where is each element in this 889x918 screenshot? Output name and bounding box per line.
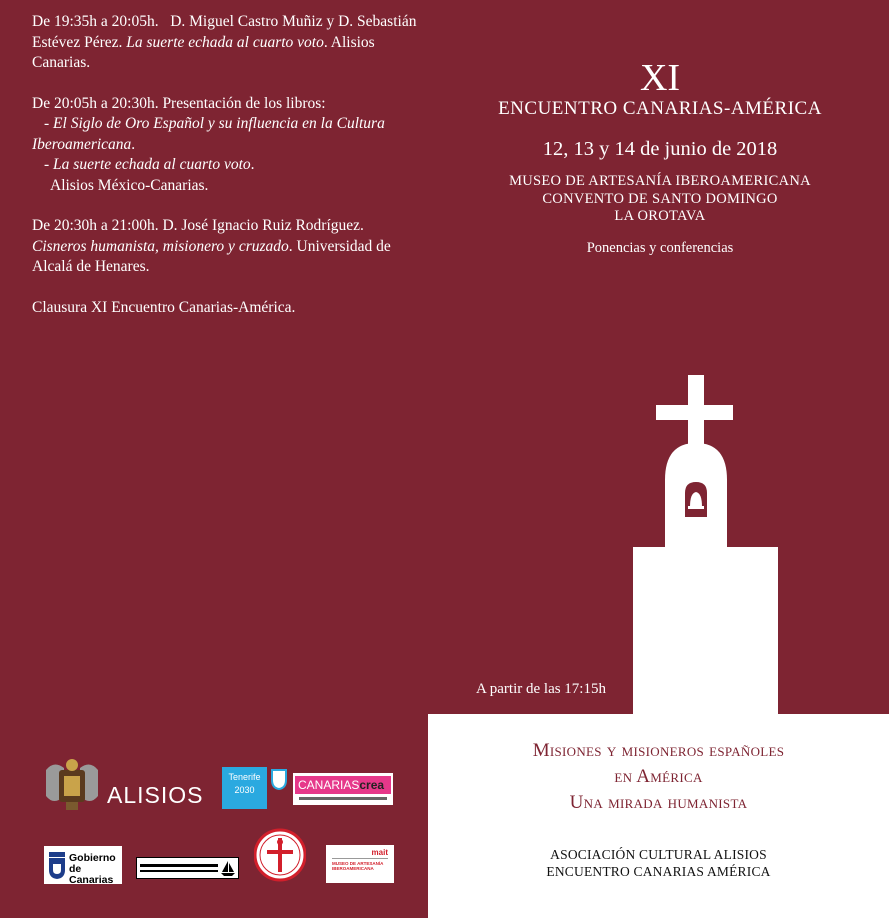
talk-title: La suerte echada al cuarto voto	[126, 33, 324, 51]
mait-logo	[326, 845, 394, 883]
time-label: De 20:05h a 20:30h. Presentación de los libros:	[32, 94, 326, 112]
alisios-logo: ALISIOS	[107, 782, 204, 808]
title-line: Una mirada humanista	[569, 792, 748, 813]
organization: Alisios Canarias.	[32, 33, 375, 71]
event-name: ENCUENTRO CANARIAS-AMÉRICA	[498, 98, 822, 119]
canarias-crea-banner	[295, 776, 391, 794]
organizer-line: ENCUENTRO CANARIAS AMÉRICA	[546, 863, 771, 879]
mait-sub-line: MUSEO DE ARTESANÍA	[332, 861, 384, 866]
organizers	[428, 847, 889, 880]
ship-icon	[219, 859, 237, 877]
mait-subtitle	[332, 861, 383, 871]
program-column	[32, 12, 422, 338]
institute-text-strip	[140, 864, 218, 867]
organization: Universidad de Alcalá de Henares.	[32, 237, 391, 275]
crea-text: crea	[359, 778, 385, 792]
time-label: De 19:35h a 20:05h.	[32, 13, 159, 30]
gobierno-shield-icon	[47, 850, 67, 880]
venue	[440, 173, 880, 226]
sponsor-strip	[299, 797, 387, 800]
venue-line: MUSEO DE ARTESANÍA IBEROAMERICANA	[509, 173, 811, 189]
mait-divider	[332, 858, 388, 859]
cover-title	[428, 738, 889, 816]
time-label: De 20:30h a 21:00h. D. José Ignacio Ruiz Rodríguez.	[32, 217, 364, 234]
canarias-text: CANARIAS	[298, 778, 360, 792]
mait-text: mait	[371, 848, 388, 857]
gobierno-canarias-logo	[44, 846, 122, 884]
santiago-cross-logo	[254, 828, 306, 882]
program-block-3: De 20:30h a 21:00h. D. José Ignacio Ruiz Rodríguez. Cisneros humanista, misionero y cruzado. Universidad de Alcalá de Henares.	[32, 217, 391, 275]
gobierno-text	[69, 853, 122, 886]
organizer-line: ASOCIACIÓN CULTURAL ALISIOS	[550, 847, 767, 862]
institute-logo	[136, 857, 239, 879]
start-time: A partir de las 17:15h	[476, 681, 606, 697]
program-block-4: Clausura XI Encuentro Canarias-América.	[32, 298, 296, 316]
title-line: en América	[614, 766, 703, 787]
organization: Alisios México-Canarias.	[50, 176, 209, 194]
cover-title-box	[428, 714, 889, 918]
talk-title: Cisneros humanista, misionero y cruzado	[32, 237, 289, 255]
venue-line: LA OROTAVA	[614, 208, 706, 224]
book-title: El Siglo de Oro Español y su influencia en la Cultura Iberoamericana	[32, 115, 385, 153]
event-dates: 12, 13 y 14 de junio de 2018	[542, 138, 778, 160]
canarias-crea-logo	[293, 773, 393, 805]
tenerife-2030-logo: Tenerife 2030	[222, 767, 267, 809]
church-belltower-icon	[630, 375, 780, 720]
speakers: D. Miguel Castro Muñiz y D. Sebastián Estévez Pérez.	[32, 13, 417, 51]
institute-text-strip	[140, 870, 218, 872]
program-block-2: De 20:05h a 20:30h. Presentación de los libros: - El Siglo de Oro Español y su influencia en la Cultura Iberoamericana. - La suerte echada al cuarto voto. Alisios México-Canarias.	[32, 94, 385, 194]
edition-number: XI	[639, 57, 681, 99]
book-title: La suerte echada al cuarto voto	[53, 156, 251, 173]
gobierno-line: Gobierno	[69, 852, 116, 864]
mait-sub-line: IBEROAMERICANA	[332, 866, 374, 871]
gobierno-line: de Canarias	[69, 863, 114, 886]
coat-of-arms-logo	[42, 756, 102, 814]
venue-line: CONVENTO DE SANTO DOMINGO	[542, 190, 778, 207]
subtitle: Ponencias y conferencias	[586, 240, 734, 256]
title-line: Misiones y misioneros españoles	[532, 740, 785, 761]
cabildo-shield-icon	[270, 768, 288, 790]
program-block-1: De 19:35h a 20:05h. D. Miguel Castro Muñiz y D. Sebastián Estévez Pérez. La suerte echada al cuarto voto. Alisios Canarias.	[32, 13, 417, 71]
